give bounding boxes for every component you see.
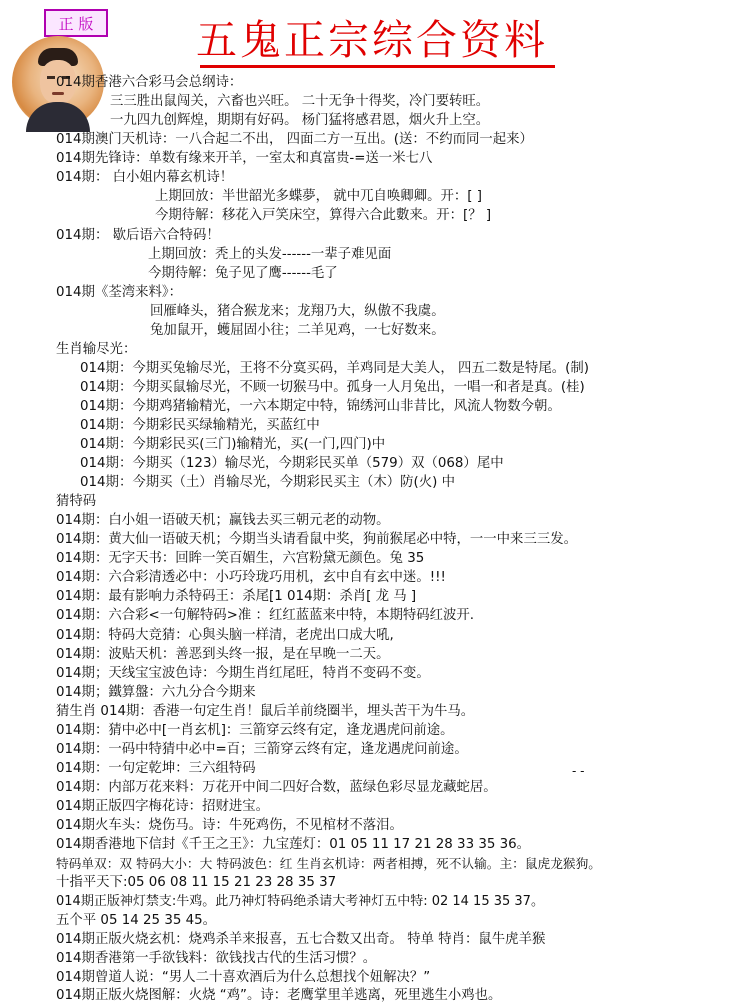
text-line: 014期香港第一手欲钱料：欲钱找古代的生活习惯？。 [56, 951, 377, 966]
version-badge: 正 版 [44, 9, 108, 37]
text-line: 014期：白小姐一语破天机；赢钱去买三朝元老的动物。 [56, 513, 390, 528]
text-line: 014期《荃湾来料》： [56, 285, 182, 300]
text-line: 014期：黄大仙一语破天机；今期当头请看鼠中奖，狗前猴尾必中特，一一中来三三发。 [56, 532, 578, 547]
text-line: 014期：无字天书：回眸一笑百媚生，六宫粉黛无颜色。兔 35 [56, 551, 425, 566]
text-line: 014期火车头：烧伤马。诗：牛死鸡伤，不见棺材不落泪。 [56, 818, 403, 833]
text-line: 十指平天下:05 06 08 11 15 21 23 28 35 37 [56, 875, 337, 890]
text-line: 014期正版火烧图解：火烧 “鸡”。诗：老鹰掌里羊逃离，死里逃生小鸡也。 [56, 988, 502, 1003]
text-line: 014期：一句定乾坤：三六组特码 [56, 761, 256, 776]
text-line: 猜生肖 014期：香港一句定生肖！鼠后羊前绕圈半，埋头苦干为牛马。 [56, 704, 475, 719]
text-line: 特码单双：双 特码大小：大 特码波色：红 生肖玄机诗：两者相搏，死不认输。主：鼠虎龙猴狗。 [56, 856, 601, 871]
text-line: 014期：今期彩民买绿输精光，买蓝红中 [80, 418, 320, 433]
text-line: 014期正版火烧玄机：烧鸡杀羊来报喜，五七合数又出奇。 特单 特肖：鼠牛虎羊猴 [56, 932, 546, 947]
text-line: 014期香港六合彩马会总纲诗： [56, 75, 243, 90]
text-line: 014期香港地下信封《千王之王》：九宝莲灯：01 05 11 17 21 28 33 35 36。 [56, 837, 531, 852]
text-line: 兔加鼠开，蠖屈固小往；二羊见鸡，一七好数来。 [150, 323, 445, 338]
text-line: 014期：猜中必中[一肖玄机]：三箭穿云终有定，逢龙遇虎问前途。 [56, 723, 454, 738]
text-line: 生肖输尽光： [56, 342, 137, 357]
text-line: 014期：今期买鼠输尽光，不顾一切猴马中。孤身一人月兔出，一唱一和者是真。(桂) [80, 380, 585, 395]
text-line: 014期；鐵算盤：六九分合今期来 [56, 685, 256, 700]
text-line: 今期待解：移花入戸笑床空，算得六合此數来。开：[？ ] [155, 208, 492, 223]
text-line: 014期：六合彩<一句解特码>准 ：红红蓝蓝来中特，本期特码红波开. [56, 608, 475, 623]
text-line: 今期待解：兔子见了鹰------毛了 [148, 266, 338, 281]
page-title: 五鬼正宗综合资料 [196, 16, 548, 64]
text-line: 五个平 05 14 25 35 45。 [56, 913, 217, 928]
text-line: 猜特码 [56, 494, 97, 509]
text-line: 014期：六合彩清透必中：小巧玲珑巧用机，玄中自有玄中迷。!!! [56, 570, 446, 585]
text-line: 014期曾道人说：“男人二十喜欢酒后为什么总想找个妞解决？” [56, 970, 431, 985]
text-line: 回雁峰头，猪合猴龙来；龙翔乃大，纵傲不我虞。 [150, 304, 445, 319]
text-line: 014期：波贴天机：善恶到头终一报，是在早晚一二天。 [56, 647, 390, 662]
text-line: 014期：一码中特猜中必中=百；三箭穿云终有定，逢龙遇虎问前途。 [56, 742, 468, 757]
text-line: 上期回放：半世韶光多蝶夢， 就中兀自唤卿卿。开：[ ] [155, 189, 482, 204]
text-line: 014期：特码大竞猜：心與头脑一样清，老虎出口成大吼, [56, 628, 394, 643]
text-line: 014期：内部万花来料：万花开中间二四好合数，蓝绿色彩尽显龙藏蛇居。 [56, 780, 497, 795]
text-line: 014期：今期鸡猪输精光，一六本期定中特，锦绣河山非昔比，风流人物数今朝。 [80, 399, 561, 414]
text-line: 014期：最有影响力杀特码王：杀尾[1 014期：杀肖[ 龙 马 ] [56, 589, 417, 604]
title-underline [200, 65, 555, 68]
text-line: 014期： 白小姐内幕玄机诗！ [56, 170, 234, 185]
text-line: 014期： 歇后语六合特码！ [56, 228, 220, 243]
text-line: 014期：今期彩民买(三门)输精光，买(一门,四门)中 [80, 437, 386, 452]
text-line: 上期回放：秃上的头发------一辈子难见面 [148, 247, 392, 262]
text-line: 014期先锋诗：单数有缘来开羊，一室太和真富贵-=送一米七八 [56, 151, 433, 166]
text-line: 014期；天线宝宝波色诗：今期生肖红尾旺，特肖不变码不变。 [56, 666, 430, 681]
text-line: 一九四九创辉煌，期期有好码。 杨门猛将感君恩，烟火升上空。 [110, 113, 490, 128]
text-line: 014期正版神灯禁支:牛鸡。此乃神灯特码绝杀请大考神灯五中特: 02 14 15 35 37。 [56, 894, 544, 909]
text-line: 014期：今期买（土）肖输尽光，今期彩民买主（木）防(火) 中 [80, 475, 456, 490]
text-line: 014期澳门天机诗：一八合起二不出， 四面二方一互出。(送：不约而同一起来） [56, 132, 533, 147]
text-line: 014期：今期买（123）输尽光，今期彩民买单（579）双（068）尾中 [80, 456, 504, 471]
dash-mark: - - [572, 764, 585, 778]
text-line: 014期：今期买兔输尽光，王将不分寞买码，羊鸡同是大美人， 四五二数是特尾。(制) [80, 361, 589, 376]
text-line: 014期正版四字梅花诗：招财进宝。 [56, 799, 270, 814]
text-line: 三三胜出鼠闯关，六畜也兴旺。 二十无争十得奖，冷门要转旺。 [110, 94, 490, 109]
